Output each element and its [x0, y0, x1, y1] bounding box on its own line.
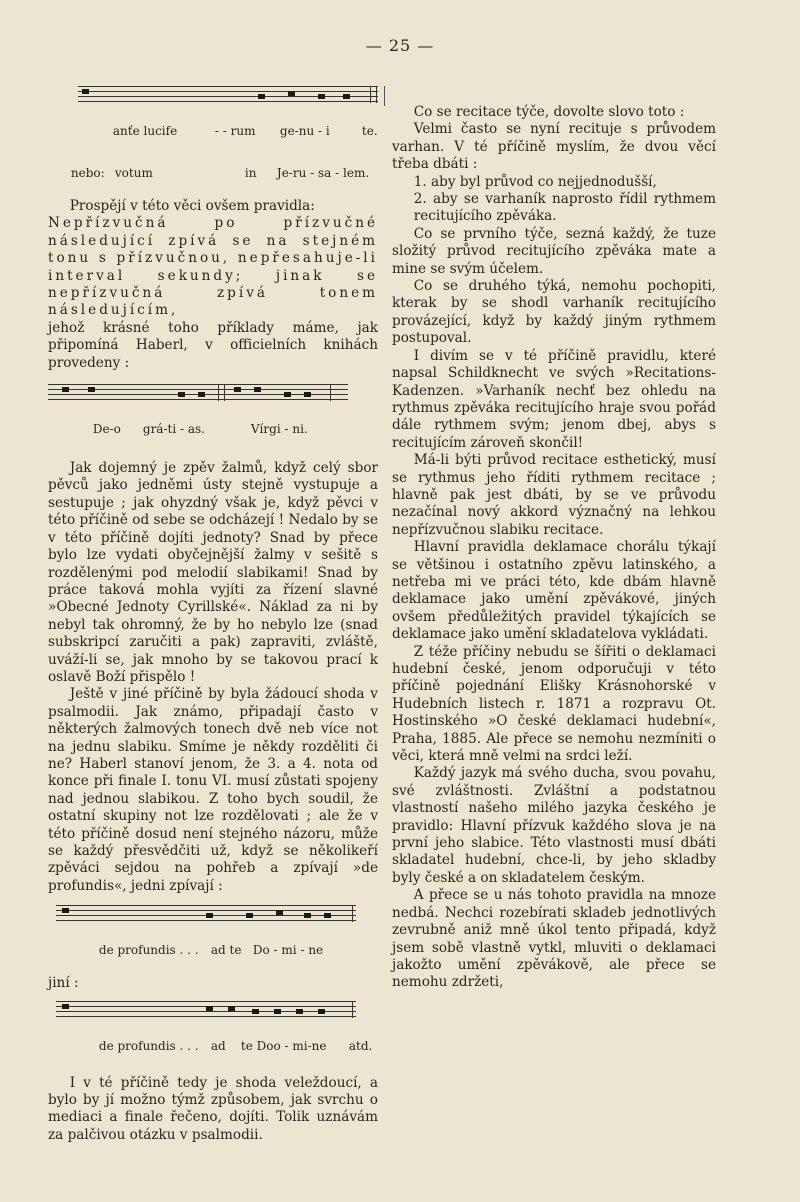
- music-staff-3: [56, 903, 356, 927]
- paragraph: Ještě v jiné příčině by byla žádoucí shoda v psalmodii. Jak známo, připadají často v některých žalmových tonech dvě neb více not na jednu slabiku. Smíme je někdy rozděliti či ne? Haberl stanoví jenom, že 3. a 4. nota od konce při finale I. tonu VI. musí zůstati spojeny nad jednou slabikou. Z toho bych soudil, že ostatní skupiny not lze rozdělovati ; ale že v této příčině dosud není stejného názoru, může se každý přesvědčiti už, když se několikeří zpěváci sejdou na pohřeb a zpívají »de profundis«, jedni zpívají :: [48, 686, 378, 894]
- paragraph-spaced: Nepřízvučná po přízvučné následující zpívá se na stejném tonu s přízvučnou, nepřesahuje-li interval sekundy; jinak se nepřízvučná zpívá tonem následujícím,: [48, 215, 378, 319]
- paragraph: Co se prvního týče, sezná každý, že tuze složitý průvod recitujícího zpěváka mate a mine se svým účelem.: [392, 225, 716, 277]
- page-number: — 25 —: [365, 36, 435, 55]
- lyric: ge-nu - i: [279, 124, 330, 138]
- lyric: votum: [114, 166, 153, 180]
- lyric: ad: [210, 1038, 226, 1053]
- paragraph: Velmi často se nyní recituje s průvodem varhan. V té příčině myslím, že dvou věcí třeba dbáti :: [392, 121, 716, 173]
- right-column: [392, 104, 716, 992]
- lyric: Je-ru - sa - lem.: [276, 166, 370, 180]
- paragraph: Hlavní pravidla deklamace chorálu týkají se většinou i ostatního zpěvu latinského, a netřeba mi ve práci této, kde dbám hlavně deklamace jako umění zpěvákové, jiných ovšem předůležitých pravidel týkajících se deklamace jako umění skladatelova vykládati.: [392, 539, 716, 643]
- jini-label: jiní :: [48, 975, 79, 992]
- left-column: [48, 78, 378, 1144]
- lyric: nebo:: [70, 166, 105, 180]
- lyric: in: [244, 166, 257, 180]
- music-4-lyrics: [48, 1025, 378, 1067]
- lyric: ad te: [210, 943, 242, 958]
- lyric: de profundis . . .: [98, 1038, 199, 1053]
- list-item: 1. aby byl průvod co nejjednodušší,: [413, 173, 657, 190]
- lyric: grá-ti - as.: [142, 422, 205, 437]
- lyric: te.: [361, 124, 378, 138]
- paragraph: Co se recitace týče, dovolte slovo toto :: [413, 104, 685, 120]
- column-rule: [384, 86, 385, 106]
- music-1-lyrics-row-2: [48, 152, 378, 194]
- paragraph: I v té příčině tedy je shoda veleždoucí, a bylo by jí možno týmž způsobem, jak svrchu o mediaci a finale řečeno, dojíti. Tolik uznávám za palčivou otázku v psalmodii.: [48, 1074, 378, 1143]
- paragraph: Jak dojemný je zpěv žalmů, když celý sbor pěvců jako jedněmi ústy stejně vystupuje a sestupuje ; jak ohyzdný však je, když pěvci v této příčině od sebe se odcházejí ! Nedalo by se v této příčině dojíti jednoty? Snad by přece bylo lze vydati obyčejnější žalmy v sešitě s rozdělenými pod melodií slabikami! Snad by práce taková mohla vyjíti za řízení slavné »Obecné Jednoty Cyrillské«. Náklad za ni by nebyl tak ohromný, že by ho nebylo lze (snad subskripcí zaručiti a pak) zapraviti, zvláště, uváží-li se, jak mnoho by se takovou prací k oslavě Boží přispělo !: [48, 460, 378, 685]
- lyric: Do - mi - ne: [252, 943, 324, 958]
- paragraph: Z téže příčiny nebudu se šířiti o deklamaci hudební české, jenom odporučuji v této příčině pojednání Elišky Krásnohorské v Hudebních listech r. 1871 a rozpravu Ot. Hostinského »O české deklamaci hudební«, Praha, 1885. Ale přece se nemohu nezmíniti o věci, která mně velmi na srdci leží.: [392, 643, 716, 765]
- lyric: De-o: [92, 422, 121, 437]
- music-staff-1: [78, 84, 378, 108]
- paragraph: Prospějí v této věci ovšem pravidla:: [69, 198, 315, 214]
- paragraph: I divím se v té příčině pravidlu, které napsal Schildknecht ve svých »Recitations-Kadenzen. »Varhaník nechť bez ohledu na rythmus zpěváka recitujícího hraje svou pořád dále rythmem svým; jenom dbej, abys s recitujícím zároveň skončil!: [392, 347, 716, 451]
- music-2-lyrics: [48, 408, 378, 450]
- lyric: anťe lucife: [112, 124, 178, 138]
- music-staff-4: [56, 999, 356, 1023]
- lyric: te Doo - mi-ne: [240, 1038, 327, 1053]
- lyric: Vírgi - ni.: [250, 422, 308, 437]
- lyric: de profundis . . .: [98, 943, 199, 958]
- music-staff-2: [48, 382, 348, 406]
- lyric: atd.: [348, 1038, 373, 1053]
- paragraph: Má-li býti průvod recitace esthetický, musí se rythmus jeho říditi rythmem recitace ; hlavně pak jest dbáti, by se ve průvodu nezačínal nový akkord význačný na lehkou nepřízvučnou slabiku recitace.: [392, 452, 716, 538]
- paragraph: Co se druhého týká, nemohu pochopiti, kterak by se shodl varhaník recitujícího provázející, když by každý jiným rythmem postupoval.: [392, 278, 716, 347]
- lyric: - - rum: [214, 124, 256, 138]
- paragraph: jehož krásné toho příklady máme, jak připomíná Haberl, v officielních knihách provedeny :: [48, 319, 378, 371]
- music-1-lyrics-row-1: [48, 110, 378, 152]
- music-3-lyrics: [48, 929, 378, 971]
- paragraph: A přece se u nás tohoto pravidla na mnoze nedbá. Nechci rozebírati skladeb jednotlivých zevrubně aniž mně úkol tento připadá, když jsem sobě vlastně vytkl, mluviti o deklamaci jakožto umění zpěvákově, ale přece se nemohu zdržeti,: [392, 887, 716, 991]
- list-item: 2. aby se varhaník naprosto řídil rythmem recitujícího zpěváka.: [413, 191, 716, 225]
- paragraph: Každý jazyk má svého ducha, svou povahu, své zvláštnosti. Zvláštní a podstatnou vlastností našeho milého jazyka českého je pravidlo: Hlavní přízvuk každého slova je na první jeho slabice. Této vlastnosti musí dbáti skladatel hudební, chce-li, by jeho skladby byly české a on skladatelem českým.: [392, 765, 716, 886]
